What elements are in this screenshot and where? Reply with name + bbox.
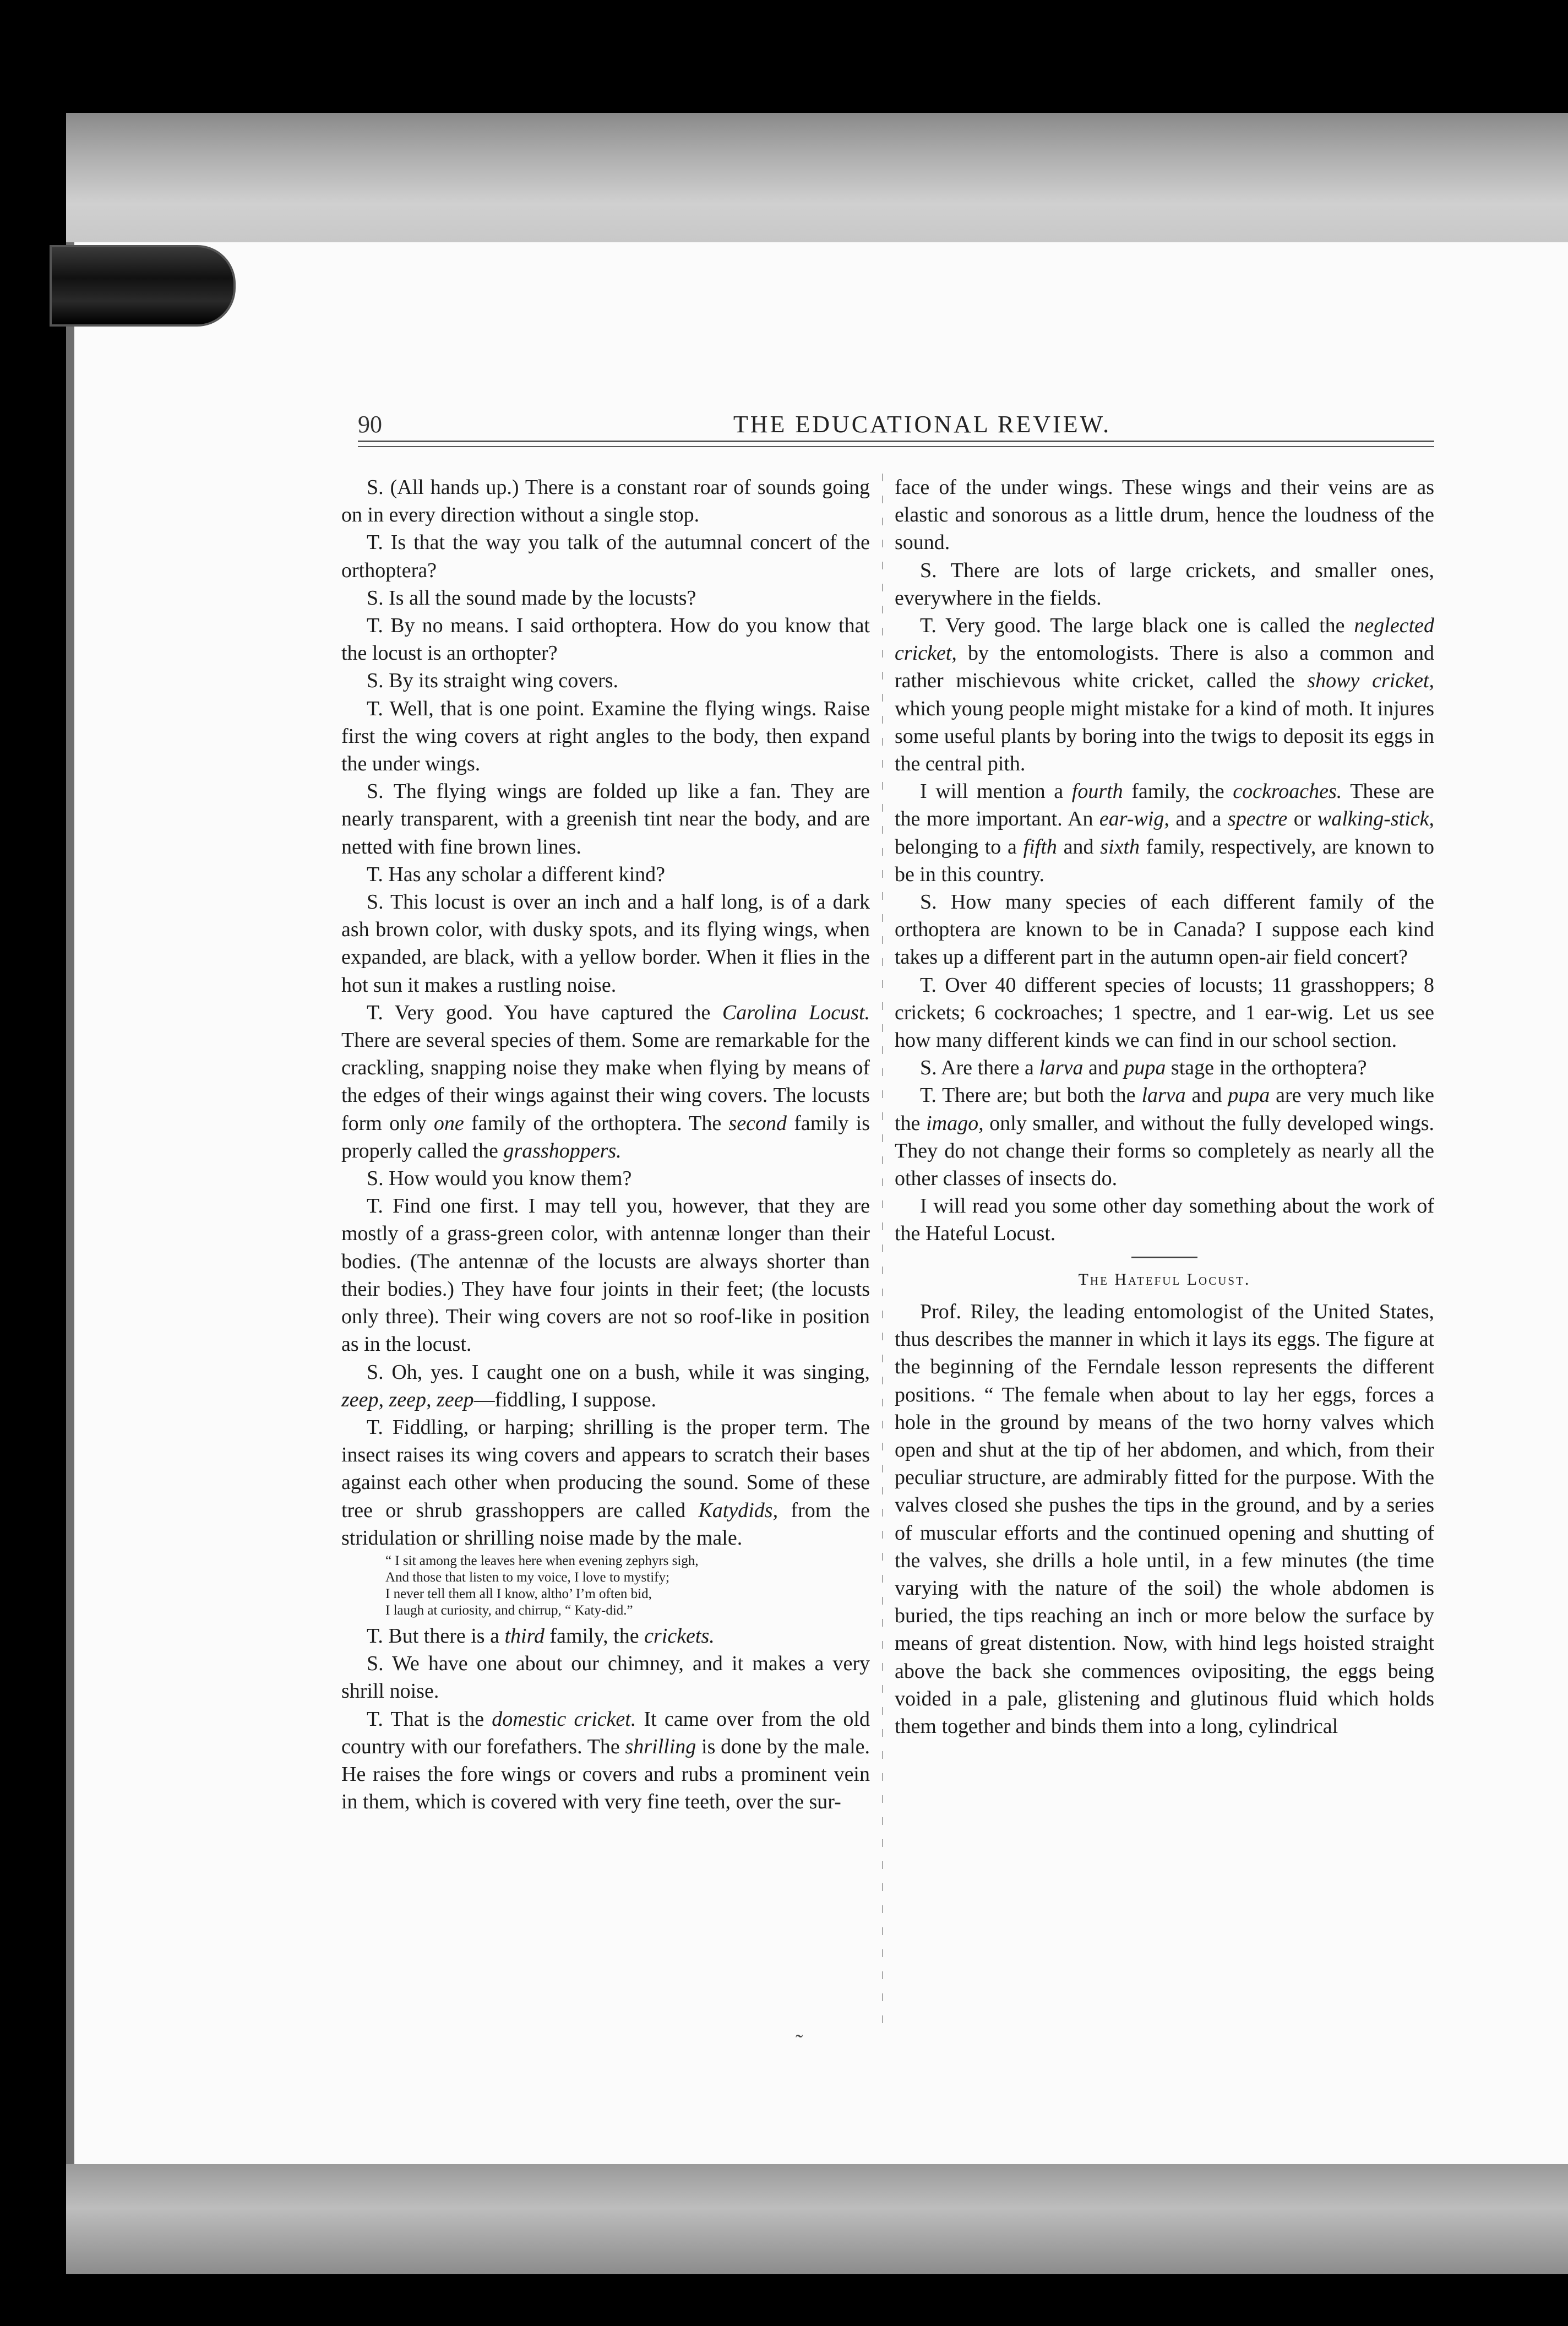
paragraph: S. The flying wings are folded up like a fan. They are nearly transparent, with a greenish tint near the body, and are netted with fine brown lines.	[341, 780, 870, 858]
paragraph: I will read you some other day something about the work of the Hateful Locust.	[895, 1194, 1434, 1246]
text-run: family of the orthoptera. The	[464, 1111, 729, 1135]
poem-line: I never tell them all I know, altho’ I’m often bid,	[385, 1586, 652, 1601]
poem-line: And those that listen to my voice, I love to mystify;	[385, 1569, 669, 1585]
paragraph: S. How many species of each different family of the orthoptera are known to be in Canada? I suppose each kind takes up a different part in the autumn open-air field concert?	[895, 890, 1434, 969]
text-run: I will mention a	[920, 780, 1072, 803]
italic-term: cockroaches.	[1233, 780, 1342, 803]
text-run: T. That is the	[367, 1707, 492, 1731]
italic-term: crickets.	[644, 1624, 715, 1648]
italic-term: zeep, zeep, zeep	[341, 1388, 474, 1411]
italic-term: shrilling	[625, 1735, 696, 1758]
text-run: stage in the orthoptera?	[1166, 1056, 1367, 1080]
header-rule-top	[358, 441, 1434, 442]
poem-quote	[385, 1553, 870, 1619]
italic-term: spectre	[1227, 807, 1288, 831]
running-title: THE EDUCATIONAL REVIEW.	[733, 411, 1112, 438]
scan-left-edge	[66, 242, 74, 2164]
paragraph	[341, 1414, 870, 1552]
page-number: 90	[358, 411, 382, 438]
paragraph: S. This locust is over an inch and a half long, is of a dark ash brown color, with dusky spots, and its flying wings, when expanded, are black, with a yellow border. When it flies in the hot sun it makes a rustling noise.	[341, 890, 870, 997]
text-run: —fiddling, I suppose.	[473, 1388, 656, 1411]
paragraph: S. We have one about our chimney, and it makes a very shrill noise.	[341, 1652, 870, 1703]
paragraph: T. Find one first. I may tell you, however, that they are mostly of a grass-green color, with antennæ longer than their bodies. (The antennæ of the locusts are always shorter than their bodies.) They have four joints in their feet; (the locusts only three). Their wing covers are not so roof-like in position as in the locust.	[341, 1194, 870, 1356]
italic-term: sixth	[1100, 835, 1140, 858]
poem-line: I laugh at curiosity, and chirrup, “ Katy-did.”	[385, 1602, 633, 1618]
italic-term: second	[728, 1111, 787, 1135]
text-run: and a	[1169, 807, 1228, 831]
italic-term: walking-stick,	[1317, 807, 1435, 831]
text-run: T. Very good. The large black one is called the	[920, 614, 1354, 638]
paragraph	[341, 999, 870, 1165]
page-header	[358, 410, 1487, 443]
italic-term: larva	[1039, 1056, 1084, 1080]
binder-clip	[50, 245, 236, 327]
text-run: T. There are; but both the	[920, 1084, 1142, 1107]
italic-term: Katydids,	[698, 1498, 778, 1522]
italic-term: ear-wig,	[1099, 807, 1169, 831]
text-run: from the stridulation or shrilling noise made by the male.	[341, 1498, 870, 1550]
paragraph: S. There are lots of large crickets, and smaller ones, everywhere in the fields.	[895, 558, 1434, 610]
text-run: and	[1083, 1056, 1124, 1080]
text-run: family is properly called the	[341, 1111, 870, 1162]
text-run: family, the	[544, 1624, 645, 1648]
text-run: It came over from the old country with our forefathers. The	[341, 1707, 870, 1758]
text-run: are very much like the	[895, 1084, 1434, 1135]
paragraph: face of the under wings. These wings and their veins are as elastic and sonorous as a little drum, hence the loudness of the sound.	[895, 476, 1434, 555]
ink-smudge: ˜	[796, 2030, 803, 2055]
italic-term: domestic cricket.	[492, 1707, 636, 1731]
text-run: belonging to a	[895, 835, 1023, 858]
italic-term: third	[504, 1624, 545, 1648]
paragraph: S. By its straight wing covers.	[367, 669, 619, 693]
italic-term: one	[433, 1111, 464, 1135]
italic-term: fifth	[1023, 835, 1057, 858]
column-divider	[882, 474, 883, 2026]
italic-term: imago,	[926, 1111, 984, 1135]
paragraph: T. Over 40 different species of locusts; 11 grasshoppers; 8 crickets; 6 cockroaches; 1 spectre, and 1 ear-wig. Let us see how many different kinds we can find in our school section.	[895, 973, 1434, 1052]
paragraph	[341, 1705, 870, 1816]
text-run: is done by the male. He raises the fore wings or covers and rubs a prominent vein in them, which is covered with very fine teeth, over the sur-	[341, 1735, 870, 1814]
text-run: and	[1185, 1084, 1228, 1107]
scan-bottom-margin	[66, 2164, 1568, 2274]
paragraph	[895, 612, 1434, 778]
paragraph	[341, 1622, 870, 1650]
paragraph: Prof. Riley, the leading entomologist of the United States, thus describes the manner in which it lays its eggs. The figure at the beginning of the Ferndale lesson represents the different positions. “ The female when about to lay her eggs, forces a hole in the ground by means of the two horny valves which open and shut at the tip of her abdomen, and which, from their peculiar structure, are admirably fitted for the purpose. With the valves closed she pushes the tips in the ground, and by a series of muscular efforts and the continued opening and shutting of the valves, she drills a hole until, in a few minutes (the time varying with the nature of the soil) the whole abdomen is buried, the tips reaching an inch or more below the surface by means of great distention. Now, with hind legs hoisted straight above the back she commences ovipositing, the eggs being voided in a pale, glistening and glutinous fluid which holds them together and binds them into a long, cylindrical	[895, 1300, 1434, 1738]
poem-line: “ I sit among the leaves here when evening zephyrs sigh,	[385, 1553, 699, 1568]
text-run: by the entomologists. There is also a common and rather mischievous white cricket, called the	[895, 642, 1434, 693]
text-run: T. Very good. You have captured the	[367, 1001, 722, 1024]
paragraph: T. Is that the way you talk of the autumnal concert of the orthoptera?	[341, 531, 870, 582]
text-run: or	[1287, 807, 1317, 831]
section-divider	[1131, 1257, 1197, 1258]
paragraph: S. (All hands up.) There is a constant roar of sounds going on in every direction without a single stop.	[341, 476, 870, 527]
left-column	[341, 474, 870, 1816]
text-run: which young people might mistake for a kind of moth. It injures some useful plants by boring into the twigs to deposit its eggs in the central pith.	[895, 697, 1434, 776]
header-rule-bottom	[358, 446, 1434, 447]
italic-term: larva	[1141, 1084, 1186, 1107]
paragraph	[341, 1358, 870, 1414]
text-run: family, respectively, are known to be in this country.	[895, 835, 1435, 886]
paragraph	[895, 1082, 1434, 1192]
paragraph	[895, 778, 1434, 888]
italic-term: pupa	[1124, 1056, 1166, 1080]
paragraph: T. Has any scholar a different kind?	[367, 862, 666, 886]
italic-term: pupa	[1228, 1084, 1270, 1107]
text-run: S. Oh, yes. I caught one on a bush, while it was singing,	[367, 1360, 870, 1384]
italic-term: showy cricket,	[1307, 669, 1434, 693]
text-run: only smaller, and without the fully developed wings. They do not change their forms so completely as nearly all the other classes of insects do.	[895, 1111, 1434, 1191]
scan-top-margin	[66, 113, 1568, 242]
italic-term: grasshoppers.	[503, 1139, 622, 1162]
paragraph: S. How would you know them?	[367, 1167, 632, 1191]
paragraph	[895, 1054, 1434, 1082]
right-column	[895, 474, 1434, 1740]
paragraph: T. By no means. I said orthoptera. How do you know that the locust is an orthopter?	[341, 614, 870, 665]
paragraph: S. Is all the sound made by the locusts?	[367, 586, 696, 610]
italic-term: Carolina Locust.	[722, 1001, 870, 1024]
section-title: The Hateful Locust.	[1078, 1270, 1251, 1289]
text-run: T. But there is a	[367, 1624, 505, 1648]
italic-term: fourth	[1071, 780, 1123, 803]
paragraph: T. Well, that is one point. Examine the flying wings. Raise first the wing covers at right angles to the body, then expand the under wings.	[341, 697, 870, 776]
text-run: family, the	[1123, 780, 1233, 803]
text-run: T. Fiddling, or harping; shrilling is the proper term. The insect raises its wing covers and appears to scratch their bases against each other when producing the sound. Some of these tree or shrub grasshoppers are called	[341, 1415, 870, 1522]
text-run: There are several species of them. Some are remarkable for the crackling, snapping noise they make when flying by means of the edges of their wings against their wing covers. The locusts form only	[341, 1029, 870, 1135]
text-run: and	[1057, 835, 1101, 858]
italic-term: neglected cricket,	[895, 614, 1434, 665]
text-run: These are the more important. An	[895, 780, 1434, 831]
text-run: S. Are there a	[920, 1056, 1039, 1080]
